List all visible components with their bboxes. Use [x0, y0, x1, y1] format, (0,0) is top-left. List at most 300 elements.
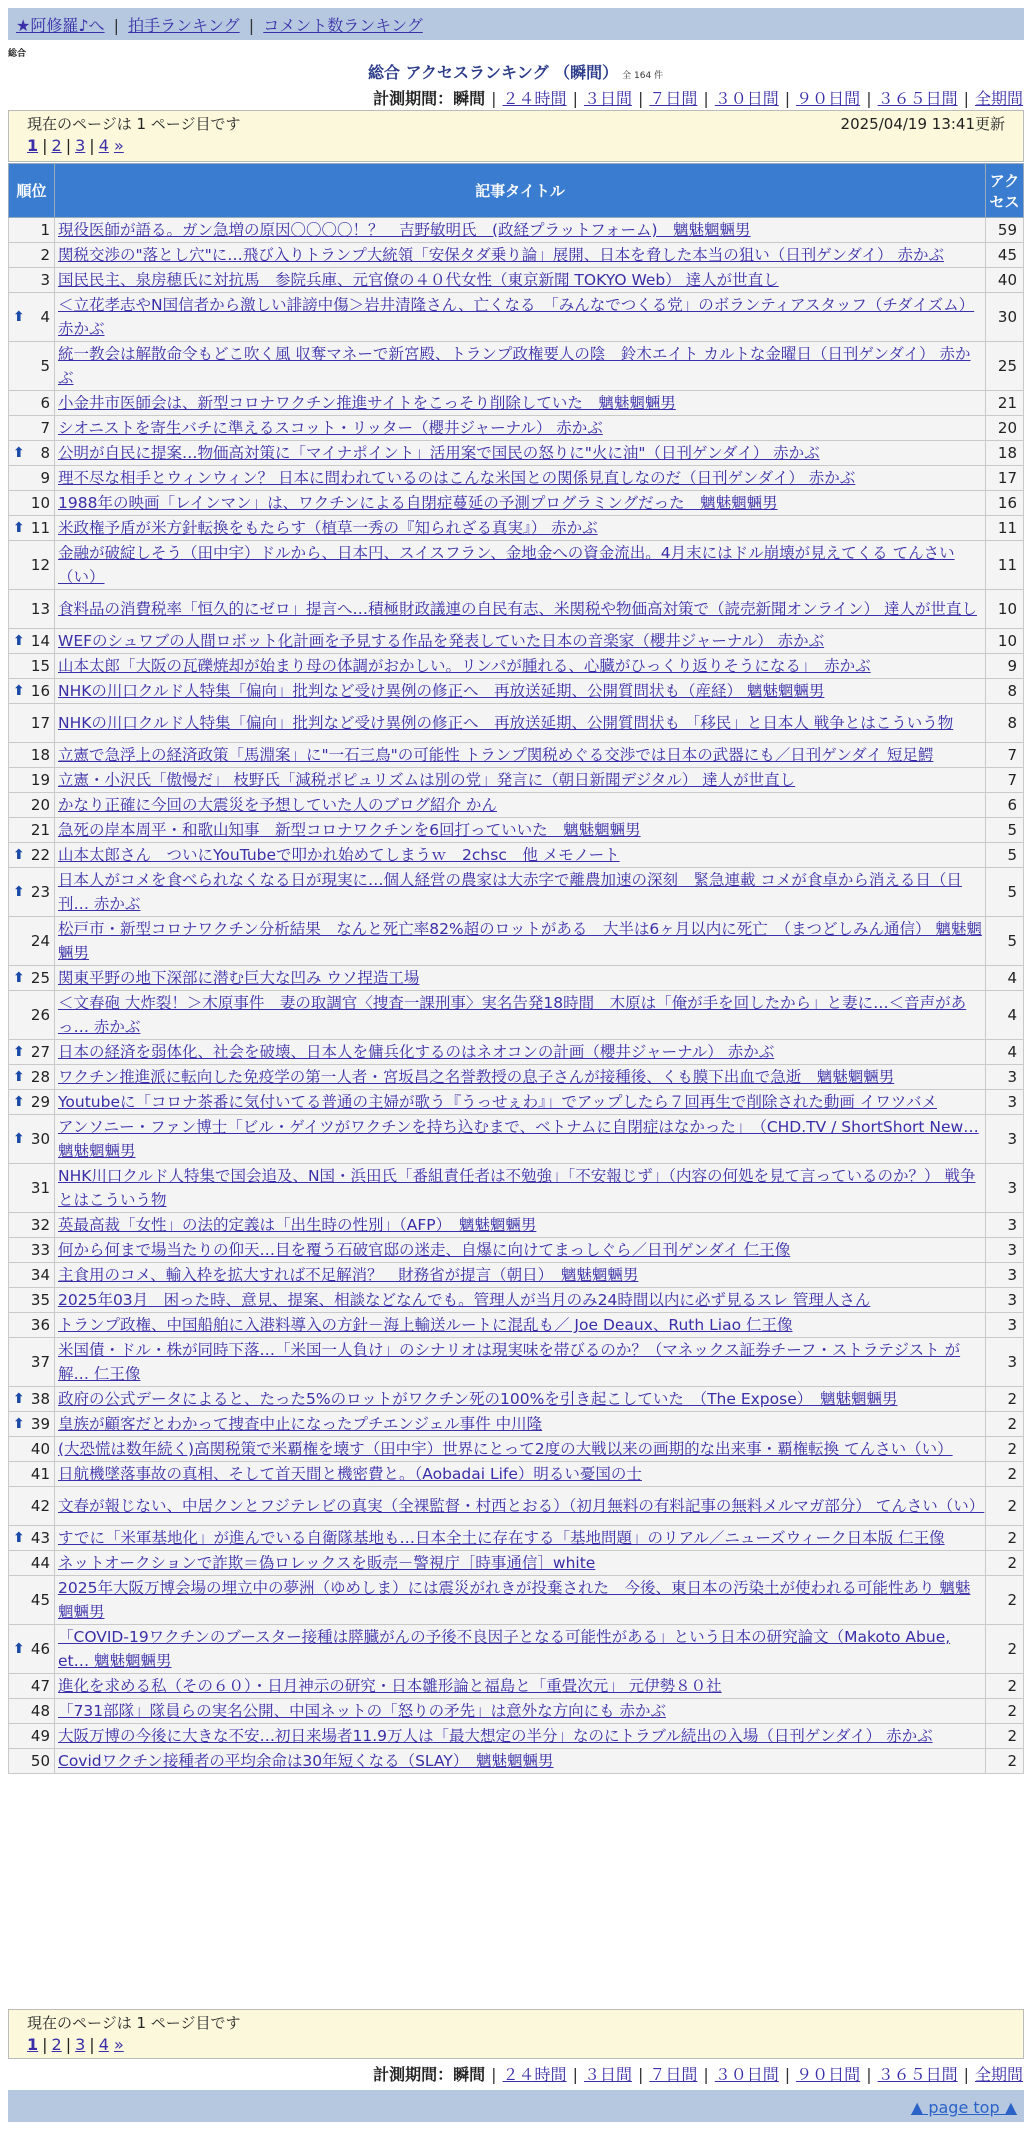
page-link[interactable]: 3 — [75, 2035, 86, 2054]
period-option-link[interactable]: ７日間 — [649, 2065, 698, 2084]
title-cell — [55, 743, 986, 768]
rank-number: 32 — [30, 1216, 50, 1234]
title-cell — [55, 679, 986, 704]
table-row — [9, 1749, 1024, 1774]
page-link[interactable]: 1 — [27, 2035, 39, 2054]
title-cell — [55, 1387, 986, 1412]
rank-cell — [9, 793, 55, 818]
nav-separator: | — [113, 16, 120, 35]
rank-cell — [9, 1576, 55, 1625]
title-cell — [55, 1040, 986, 1065]
article-title-link[interactable]: (大恐慌は数年続く)高関税策で米覇権を壊す（田中宇）世界にとって2度の大戦以来の画期的な出来事・覇権転換 てんさい（い） — [58, 1440, 953, 1458]
table-row — [9, 1164, 1024, 1213]
current-page-text: 現在のページは 1 ページ目です — [27, 115, 241, 133]
rank-cell — [9, 416, 55, 441]
table-row — [9, 1551, 1024, 1576]
article-title-link[interactable]: アンソニー・ファン博士「ビル・ゲイツがワクチンを持ち込むまで、ベトナムに自閉症はなかった」 （CHD.TV / ShortShort New… 魑魅魍魎男 — [58, 1118, 979, 1160]
table-row — [9, 843, 1024, 868]
period-option-link[interactable]: ９０日間 — [796, 2065, 861, 2084]
title-cell — [55, 1238, 986, 1263]
period-current: 瞬間 — [453, 89, 486, 108]
table-row — [9, 1625, 1024, 1674]
article-title-link[interactable]: 米政権予盾が米方針転換をもたらす（植草一秀の『知られざる真実』） 赤かぶ — [58, 519, 598, 537]
title-cell — [55, 1437, 986, 1462]
period-option-link[interactable]: ３０日間 — [714, 2065, 779, 2084]
access-count: 2 — [986, 1674, 1024, 1699]
period-option-link[interactable]: ３０日間 — [714, 89, 779, 108]
pager-status-row — [27, 2012, 1005, 2033]
title-cell — [55, 1674, 986, 1699]
rank-cell — [9, 843, 55, 868]
rank-cell — [9, 1040, 55, 1065]
page-link[interactable]: 2 — [51, 136, 62, 155]
next-page-link[interactable]: » — [113, 136, 124, 155]
title-cell — [55, 466, 986, 491]
title-cell — [55, 917, 986, 966]
home-link[interactable]: ★阿修羅♪へ — [16, 16, 105, 35]
rank-cell — [9, 768, 55, 793]
rank-number: 26 — [30, 1006, 50, 1024]
period-selector — [373, 86, 1023, 109]
rank-cell — [9, 1437, 55, 1462]
article-title-link[interactable]: WEFのシュワブの人間ロボット化計画を予見する作品を発表していた日本の音楽家（櫻井ジャーナル） 赤かぶ — [58, 632, 825, 650]
title-cell — [55, 243, 986, 268]
footer-bar — [8, 2090, 1024, 2122]
article-title-link[interactable]: 日航機墜落事故の真相、そして首天間と機密費と。（Aobadai Life）明るい憂国の士 — [58, 1465, 642, 1483]
access-count: 2 — [986, 1699, 1024, 1724]
rank-header: 順位 — [9, 164, 55, 218]
article-title-link[interactable]: 2025年03月 困った時、意見、提案、相談などなんでも。管理人が当月のみ24時間以内に必ず見るスレ 管理人さん — [58, 1291, 871, 1309]
access-count: 2 — [986, 1526, 1024, 1551]
article-title-link[interactable]: 皇族が顧客だとわかって捜査中止になったプチエンジェル事件 中川隆 — [58, 1415, 543, 1433]
rank-cell — [9, 1164, 55, 1213]
up-arrow-icon: ⬆ — [13, 520, 25, 536]
article-title-link[interactable]: すでに「米軍基地化」が進んでいる自衛隊基地も…日本全土に存在する「基地問題」のリアル／ニューズウィーク日本版 仁王像 — [58, 1529, 945, 1547]
article-title-link[interactable]: Covidワクチン接種者の平均余命は30年短くなる（SLAY） 魑魅魍魎男 — [58, 1752, 554, 1770]
article-title-link[interactable]: 日本の経済を弱体化、社会を破壊、日本人を傭兵化するのはネオコンの計画（櫻井ジャーナル） 赤かぶ — [58, 1043, 775, 1061]
table-row — [9, 654, 1024, 679]
access-count: 2 — [986, 1437, 1024, 1462]
pager-separator: | — [42, 2035, 48, 2054]
access-count: 2 — [986, 1724, 1024, 1749]
rank-number: 16 — [30, 682, 50, 700]
table-row — [9, 1674, 1024, 1699]
period-separator: | — [866, 2065, 872, 2084]
table-row — [9, 1338, 1024, 1387]
rank-number: 24 — [30, 932, 50, 950]
rank-cell — [9, 1749, 55, 1774]
title-cell — [55, 1487, 986, 1526]
rank-number: 23 — [30, 883, 50, 901]
article-title-link[interactable]: ネットオークションで詐欺＝偽ロレックスを販売－警視庁［時事通信］white — [58, 1554, 596, 1572]
rank-cell — [9, 1724, 55, 1749]
article-title-link[interactable]: 1988年の映画「レインマン」は、ワクチンによる自閉症蔓延の予測プログラミングだった 魑魅魍魎男 — [58, 494, 778, 512]
rank-cell — [9, 1526, 55, 1551]
access-count: 8 — [986, 704, 1024, 743]
period-separator: | — [703, 89, 709, 108]
period-separator: | — [866, 89, 872, 108]
article-title-link[interactable]: 文春が報じない、中居クンとフジテレビの真実（全裸監督・村西とおる）（初月無料の有料記事の無料メルマガ部分） てんさい（い） — [58, 1497, 985, 1515]
table-row — [9, 466, 1024, 491]
period-option-link[interactable]: ２４時間 — [502, 89, 567, 108]
table-row — [9, 1040, 1024, 1065]
article-title-link[interactable]: 関東平野の地下深部に潜む巨大な凹み ウソ捏造工場 — [58, 969, 420, 987]
rank-number: 45 — [30, 1591, 50, 1609]
access-count: 5 — [986, 917, 1024, 966]
access-count: 4 — [986, 966, 1024, 991]
period-option-link[interactable]: ７日間 — [649, 89, 698, 108]
category-label: 総合 — [8, 49, 27, 59]
period-label: 計測期間： — [373, 89, 454, 108]
access-count: 17 — [986, 466, 1024, 491]
table-row — [9, 218, 1024, 243]
rank-number: 4 — [40, 308, 50, 326]
title-cell — [55, 868, 986, 917]
access-count: 3 — [986, 1263, 1024, 1288]
rank-number: 2 — [40, 246, 50, 264]
table-row — [9, 1487, 1024, 1526]
page-link[interactable]: 4 — [98, 136, 109, 155]
up-arrow-icon: ⬆ — [13, 1391, 25, 1407]
article-title-link[interactable]: ＜立花孝志やN国信者から激しい誹謗中傷＞岩井清隆さん、亡くなる 「みんなでつくる党」のボランティアスタッフ（チダイズム） 赤かぶ — [58, 296, 975, 338]
table-row — [9, 1238, 1024, 1263]
title-cell — [55, 541, 986, 590]
title-cell — [55, 1526, 986, 1551]
table-row — [9, 991, 1024, 1040]
up-arrow-icon: ⬆ — [13, 309, 25, 325]
title-cell — [55, 293, 986, 342]
table-row — [9, 516, 1024, 541]
article-title-link[interactable]: 山本太郎さん ついにYouTubeで叩かれ始めてしまうｗ 2chsc 他 メモノート — [58, 846, 620, 864]
next-page-link[interactable]: » — [113, 2035, 124, 2054]
title-cell — [55, 1551, 986, 1576]
table-row — [9, 679, 1024, 704]
article-title-link[interactable]: Youtubeに「コロナ茶番に気付いてる普通の主婦が歌う『うっせぇわ』」でアップしたら７回再生で削除された動画 イワツバメ — [58, 1093, 937, 1111]
access-count: 2 — [986, 1462, 1024, 1487]
title-cell — [55, 1288, 986, 1313]
period-separator: | — [491, 89, 497, 108]
article-title-link[interactable]: 進化を求める私（その６０）・日月神示の研究・日本雛形論と福島と「重畳次元」 元伊勢８０社 — [58, 1677, 722, 1695]
access-count: 45 — [986, 243, 1024, 268]
article-title-link[interactable]: 松戸市・新型コロナワクチン分析結果 なんと死亡率82%超のロットがある 大半は6ヶ月以内に死亡 （まつどしみん通信） 魑魅魍魎男 — [58, 920, 982, 962]
table-row — [9, 1263, 1024, 1288]
period-separator: | — [572, 89, 578, 108]
period-option-link[interactable]: ３６５日間 — [877, 89, 958, 108]
rank-number: 18 — [30, 746, 50, 764]
page-title: 総合 アクセスランキング （瞬間） — [367, 63, 619, 82]
period-option-link[interactable]: ２４時間 — [502, 2065, 567, 2084]
comment-ranking-link[interactable]: コメント数ランキング — [263, 16, 423, 35]
access-count: 10 — [986, 590, 1024, 629]
title-cell — [55, 391, 986, 416]
title-cell — [55, 1115, 986, 1164]
period-separator: | — [637, 89, 644, 108]
table-row — [9, 704, 1024, 743]
rank-cell — [9, 1065, 55, 1090]
page-top-link[interactable]: ▲ page top ▲ — [910, 2098, 1017, 2117]
rank-number: 11 — [30, 519, 50, 537]
access-count: 2 — [986, 1551, 1024, 1576]
table-row — [9, 629, 1024, 654]
rank-number: 38 — [30, 1390, 50, 1408]
pager-bottom — [8, 2009, 1024, 2059]
title-cell — [55, 1213, 986, 1238]
title-cell — [55, 843, 986, 868]
rank-cell — [9, 590, 55, 629]
period-current: 瞬間 — [453, 2065, 486, 2084]
access-count: 4 — [986, 1040, 1024, 1065]
rank-cell — [9, 1625, 55, 1674]
rank-cell — [9, 342, 55, 391]
article-title-link[interactable]: 公明が自民に提案…物価高対策に「マイナポイント」活用案で国民の怒りに"火に油"（日刊ゲンダイ） 赤かぶ — [58, 444, 820, 462]
table-row — [9, 1526, 1024, 1551]
rank-cell — [9, 541, 55, 590]
rank-number: 48 — [30, 1702, 50, 1720]
page-link[interactable]: 1 — [27, 136, 39, 155]
rank-number: 40 — [30, 1440, 50, 1458]
rank-cell — [9, 293, 55, 342]
article-title-link[interactable]: 食料品の消費税率「恒久的にゼロ」提言へ…積極財政議連の自民有志、米関税や物価高対策で（読売新聞オンライン） 達人が世直し — [58, 600, 977, 618]
access-count: 4 — [986, 991, 1024, 1040]
rank-cell — [9, 243, 55, 268]
title-cell — [55, 1412, 986, 1437]
rank-number: 42 — [30, 1497, 50, 1515]
ranking-table-body — [9, 218, 1024, 1774]
table-row — [9, 441, 1024, 466]
title-cell — [55, 1625, 986, 1674]
current-page-text: 現在のページは 1 ページ目です — [27, 2014, 241, 2032]
rank-cell — [9, 1090, 55, 1115]
rank-number: 37 — [30, 1353, 50, 1371]
article-title-link[interactable]: 統一教会は解散命令もどこ吹く風 収奪マネーで新宮殿、トランプ政権要人の陰 鈴木エイト カルトな金曜日（日刊ゲンダイ） 赤かぶ — [58, 345, 971, 387]
access-count: 8 — [986, 679, 1024, 704]
access-count: 21 — [986, 391, 1024, 416]
article-title-link[interactable]: 「COVID-19ワクチンのブースター接種は膵臓がんの予後不良因子となる可能性がある」という日本の研究論文（Makoto Abue, et… 魑魅魍魎男 — [58, 1628, 951, 1670]
rank-number: 31 — [30, 1179, 50, 1197]
title-header: 記事タイトル — [55, 164, 986, 218]
access-count: 3 — [986, 1313, 1024, 1338]
rank-number: 20 — [30, 796, 50, 814]
clap-ranking-link[interactable]: 拍手ランキング — [128, 16, 240, 35]
up-arrow-icon: ⬆ — [13, 1094, 25, 1110]
period-option-link[interactable]: ３６５日間 — [877, 2065, 958, 2084]
ranking-heading — [0, 60, 1031, 83]
rank-cell — [9, 516, 55, 541]
title-cell — [55, 1065, 986, 1090]
up-arrow-icon: ⬆ — [13, 970, 25, 986]
up-arrow-icon: ⬆ — [13, 1641, 25, 1657]
title-cell — [55, 629, 986, 654]
article-title-link[interactable]: 山本太郎「大阪の瓦礫焼却が始まり母の体調がおかしい。リンパが腫れる、心臓がひっくり返りそうになる」 赤かぶ — [58, 657, 871, 675]
article-title-link[interactable]: 立憲で急浮上の経済政策「馬淵案」に"一石三鳥"の可能性 トランプ関税めぐる交渉では日本の武器にも／日刊ゲンダイ 短足鰐 — [58, 746, 934, 764]
period-option-link[interactable]: ９０日間 — [796, 89, 861, 108]
rank-number: 13 — [30, 600, 50, 618]
rank-number: 8 — [40, 444, 50, 462]
access-count: 30 — [986, 293, 1024, 342]
rank-number: 35 — [30, 1291, 50, 1309]
access-count: 3 — [986, 1164, 1024, 1213]
rank-number: 10 — [30, 494, 50, 512]
rank-cell — [9, 917, 55, 966]
access-count: 11 — [986, 541, 1024, 590]
title-cell — [55, 1338, 986, 1387]
rank-cell — [9, 491, 55, 516]
rank-cell — [9, 818, 55, 843]
title-cell — [55, 991, 986, 1040]
rank-number: 50 — [30, 1752, 50, 1770]
rank-number: 6 — [40, 394, 50, 412]
title-cell — [55, 793, 986, 818]
article-title-link[interactable]: 急死の岸本周平・和歌山知事 新型コロナワクチンを6回打っていいた 魑魅魍魎男 — [58, 821, 641, 839]
period-separator: | — [784, 89, 791, 108]
period-option-link[interactable]: ３日間 — [583, 2065, 632, 2084]
table-row — [9, 917, 1024, 966]
article-title-link[interactable]: 主食用のコメ、輸入枠を拡大すれば不足解消？ 財務省が提言（朝日） 魑魅魍魎男 — [58, 1266, 639, 1284]
article-title-link[interactable]: NHK川口クルド人特集で国会追及、N国・浜田氏「番組責任者は不勉強」「不安報じず」（内容の何処を見て言っているのか？） 戦争とはこういう物 — [58, 1167, 976, 1209]
rank-number: 7 — [40, 419, 50, 437]
period-separator: | — [963, 2065, 969, 2084]
period-separator: | — [637, 2065, 644, 2084]
up-arrow-icon: ⬆ — [13, 1069, 25, 1085]
title-cell — [55, 768, 986, 793]
access-count: 5 — [986, 818, 1024, 843]
table-row — [9, 1724, 1024, 1749]
article-title-link[interactable]: 政府の公式データによると、たった5%のロットがワクチン死の100%を引き起こしていた （The Expose） 魑魅魍魎男 — [58, 1390, 898, 1408]
table-row — [9, 1699, 1024, 1724]
title-cell — [55, 1576, 986, 1625]
rank-number: 25 — [30, 969, 50, 987]
period-separator: | — [963, 89, 969, 108]
article-title-link[interactable]: トランプ政権、中国船舶に入港料導入の方針－海上輸送ルートに混乱も／ Joe Deaux、Ruth Liao 仁王像 — [58, 1316, 793, 1334]
rank-number: 1 — [40, 221, 50, 239]
title-cell — [55, 1164, 986, 1213]
table-row — [9, 268, 1024, 293]
rank-cell — [9, 1263, 55, 1288]
access-count: 7 — [986, 768, 1024, 793]
article-title-link[interactable]: かなり正確に今回の大震災を予想していた人のブログ紹介 かん — [58, 796, 497, 814]
article-title-link[interactable]: 立憲・小沢氏「傲慢だ」 枝野氏「減税ポピュリズムは別の党」発言に（朝日新聞デジタル） 達人が世直し — [58, 771, 796, 789]
table-row — [9, 1462, 1024, 1487]
rank-cell — [9, 1699, 55, 1724]
access-count: 2 — [986, 1487, 1024, 1526]
title-cell — [55, 1313, 986, 1338]
access-count: 40 — [986, 268, 1024, 293]
period-selector-bottom — [373, 2062, 1023, 2085]
pager-separator: | — [65, 2035, 72, 2054]
article-title-link[interactable]: NHKの川口クルド人特集「偏向」批判など受け異例の修正へ 再放送延期、公開質問状も 「移民」と日本人 戦争とはこういう物 — [58, 714, 954, 732]
page-link[interactable]: 3 — [75, 136, 86, 155]
article-title-link[interactable]: 関税交渉の"落とし穴"に…飛び入りトランプ大統領「安保タダ乗り論」展開、日本を脅した本当の狙い（日刊ゲンダイ） 赤かぶ — [58, 246, 944, 264]
article-title-link[interactable]: 米国債・ドル・株が同時下落…「米国一人負け」のシナリオは現実味を帯びるのか？（マネックス証券チーフ・ストラテジスト が解… 仁王像 — [58, 1341, 961, 1383]
table-row — [9, 1576, 1024, 1625]
rank-cell — [9, 441, 55, 466]
page-link[interactable]: 2 — [51, 2035, 62, 2054]
nav-separator: | — [248, 16, 255, 35]
article-title-link[interactable]: 理不尽な相手とウィンウィン？ 日本に問われているのはこんな米国との関係見直しなのだ（日刊ゲンダイ） 赤かぶ — [58, 469, 856, 487]
title-cell — [55, 704, 986, 743]
rank-number: 27 — [30, 1043, 50, 1061]
period-option-link[interactable]: ３日間 — [583, 89, 632, 108]
title-cell — [55, 590, 986, 629]
rank-cell — [9, 868, 55, 917]
pager-separator: | — [89, 136, 95, 155]
rank-number: 14 — [30, 632, 50, 650]
period-separator: | — [572, 2065, 578, 2084]
table-row — [9, 342, 1024, 391]
rank-number: 22 — [30, 846, 50, 864]
rank-cell — [9, 1674, 55, 1699]
article-title-link[interactable]: 現役医師が語る。ガン急増の原因〇〇〇〇！？ 吉野敏明氏 (政経プラットフォーム) 魑魅魍魎男 — [58, 221, 751, 239]
access-count: 11 — [986, 516, 1024, 541]
rank-number: 15 — [30, 657, 50, 675]
article-title-link[interactable]: 2025年大阪万博会場の埋立中の夢洲（ゆめしま）には震災がれきが投棄された 今後、東日本の汚染土が使われる可能性あり 魑魅魍魎男 — [58, 1579, 971, 1621]
title-cell — [55, 1724, 986, 1749]
title-cell — [55, 1090, 986, 1115]
title-cell — [55, 342, 986, 391]
rank-cell — [9, 391, 55, 416]
article-title-link[interactable]: 「731部隊」隊員らの実名公開、中国ネットの「怒りの矛先」は意外な方向にも 赤かぶ — [58, 1702, 667, 1720]
rank-cell — [9, 654, 55, 679]
access-count: 3 — [986, 1213, 1024, 1238]
up-arrow-icon: ⬆ — [13, 445, 25, 461]
rank-cell — [9, 1551, 55, 1576]
access-count: 2 — [986, 1387, 1024, 1412]
title-cell — [55, 491, 986, 516]
pager-separator: | — [42, 136, 48, 155]
article-title-link[interactable]: 英最高裁「女性」の法的定義は「出生時の性別」（AFP） 魑魅魍魎男 — [58, 1216, 537, 1234]
article-title-link[interactable]: ＜文春砲 大炸裂！＞木原事件 妻の取調官〈捜査一課刑事〉実名告発18時間 木原は「俺が手を回したから」と妻に…＜音声があっ… 赤かぶ — [58, 994, 967, 1036]
article-title-link[interactable]: 国民民主、泉房穂氏に対抗馬 参院兵庫、元官僚の４０代女性（東京新聞 TOKYO Web） 達人が世直し — [58, 271, 779, 289]
up-arrow-icon: ⬆ — [13, 1044, 25, 1060]
access-count: 7 — [986, 743, 1024, 768]
article-title-link[interactable]: 大阪万博の今後に大きな不安…初日来場者11.9万人は「最大想定の半分」なのにトラブル続出の入場（日刊ゲンダイ） 赤かぶ — [58, 1727, 933, 1745]
access-count: 2 — [986, 1749, 1024, 1774]
up-arrow-icon: ⬆ — [13, 1131, 25, 1147]
article-title-link[interactable]: NHKの川口クルド人特集「偏向」批判など受け異例の修正へ 再放送延期、公開質問状も（産経） 魑魅魍魎男 — [58, 682, 825, 700]
article-title-link[interactable]: ワクチン推進派に転向した免疫学の第一人者・宮坂昌之名誉教授の息子さんが接種後、くも膜下出血で急逝 魑魅魍魎男 — [58, 1068, 895, 1086]
rank-cell — [9, 704, 55, 743]
rank-cell — [9, 466, 55, 491]
rank-cell — [9, 268, 55, 293]
rank-number: 34 — [30, 1266, 50, 1284]
table-row — [9, 1437, 1024, 1462]
article-title-link[interactable]: 金融が破綻しそう（田中宇）ドルから、日本円、スイスフラン、金地金への資金流出。4月末にはドル崩壊が見えてくる てんさい（い） — [58, 544, 955, 586]
article-title-link[interactable]: 小金井市医師会は、新型コロナワクチン推進サイトをこっそり削除していた 魑魅魍魎男 — [58, 394, 676, 412]
title-cell — [55, 416, 986, 441]
rank-cell — [9, 1288, 55, 1313]
rank-number: 12 — [30, 556, 50, 574]
updated-timestamp: 2025/04/19 13:41更新 — [840, 115, 1005, 133]
article-title-link[interactable]: 日本人がコメを食べられなくなる日が現実に…個人経営の農家は大赤字で離農加速の深刻 緊急連載 コメが食卓から消える日（日刊… 赤かぶ — [58, 871, 962, 913]
page-link[interactable]: 4 — [98, 2035, 109, 2054]
pager-links — [27, 136, 1005, 155]
rank-cell — [9, 1313, 55, 1338]
rank-cell — [9, 1115, 55, 1164]
up-arrow-icon: ⬆ — [13, 633, 25, 649]
title-cell — [55, 654, 986, 679]
period-option-link[interactable]: 全期間 — [974, 89, 1023, 108]
title-cell — [55, 1462, 986, 1487]
article-title-link[interactable]: シオニストを寄生バチに準えるスコット・リッター（櫻井ジャーナル） 赤かぶ — [58, 419, 603, 437]
table-row — [9, 491, 1024, 516]
pager-links — [27, 2035, 1005, 2054]
rank-number: 43 — [30, 1529, 50, 1547]
rank-number: 30 — [30, 1130, 50, 1148]
period-option-link[interactable]: 全期間 — [974, 2065, 1023, 2084]
title-cell — [55, 818, 986, 843]
access-count: 16 — [986, 491, 1024, 516]
article-title-link[interactable]: 何から何まで場当たりの仰天…目を覆う石破官邸の迷走、自爆に向けてまっしぐら／日刊ゲンダイ 仁王像 — [58, 1241, 791, 1259]
